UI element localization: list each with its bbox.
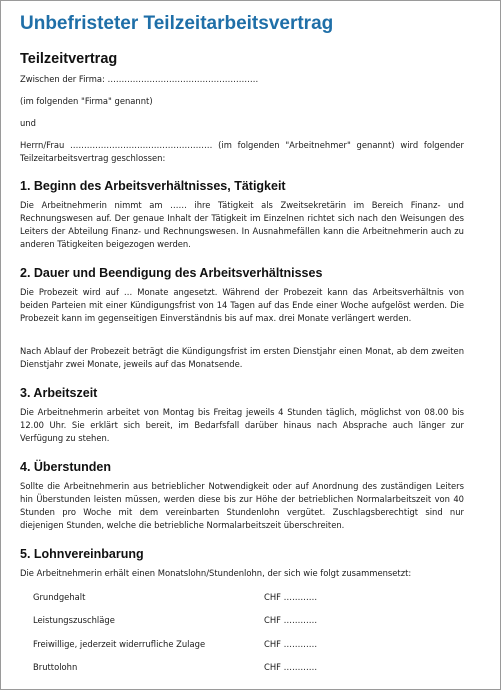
- salary-value: CHF …………: [264, 592, 318, 602]
- salary-label: Grundgehalt: [33, 592, 86, 602]
- salary-label: Bruttolohn: [33, 662, 78, 672]
- section-4-paragraph: Sollte die Arbeitnehmerin aus betrieblicher Notwendigkeit oder auf Anordnung des zuständigen Leiters hin Überstunden leisten müssen, werden diese bis zur Höhe der betrieblichen Normalarbeitszeit von 40 Stunden pro Woche mit dem vereinbarten Stundenlohn vergütet. Zuschlagsberechtigt sind nur diejenigen Stunden, welche die betriebliche Normalarbeitszeit überschreiten.: [20, 481, 464, 530]
- section-5-paragraph: Die Arbeitnehmerin erhält einen Monatslohn/Stundenlohn, der sich wie folgt zusammensetzt:: [20, 568, 412, 578]
- salary-row-leistungszuschlaege: [33, 614, 413, 627]
- section-1-paragraph: Die Arbeitnehmerin nimmt am …… ihre Tätigkeit als Zweitsekretärin im Bereich Finanz- und Rechnungswesen auf. Der genaue Inhalt der Tätigkeit im Einzelnen richtet sich nach den Weisungen des Leiters der Abteilung Finanz- und Rechnungswesen. In Ausnahmefällen kann die Arbeitnehmerin auch zu anderen Tätigkeiten beigezogen werden.: [20, 200, 464, 249]
- salary-label: Leistungszuschläge: [33, 615, 115, 625]
- arbeitnehmer-paragraph: Herrn/Frau …………………………………………… (im folgenden "Arbeitnehmer" genannt) wird folgender Teilzeitarbeitsvertrag geschlossen:: [20, 140, 464, 163]
- firma-line: Zwischen der Firma: ………………………………………………: [20, 74, 259, 84]
- contract-heading: Teilzeitvertrag: [20, 51, 118, 67]
- section-3-heading: 3. Arbeitszeit: [20, 386, 98, 400]
- salary-row-grundgehalt: [33, 591, 413, 604]
- section-2-paragraph-1: Die Probezeit wird auf … Monate angesetzt. Während der Probezeit kann das Arbeitsverhältnis von beiden Parteien mit einer Kündigungsfrist von 14 Tagen auf das Ende einer Woche aufgelöst werden. Die Probezeit kann im gegenseitigen Einverständnis bis auf max. drei Monate verlängert werden.: [20, 287, 464, 323]
- salary-value: CHF …………: [264, 662, 318, 672]
- salary-label: Freiwillige, jederzeit widerrufliche Zulage: [33, 639, 206, 649]
- section-4-heading: 4. Überstunden: [20, 460, 111, 474]
- document-title: Unbefristeter Teilzeitarbeitsvertrag: [20, 13, 334, 34]
- section-2-paragraph-2: Nach Ablauf der Probezeit beträgt die Kündigungsfrist im ersten Dienstjahr einen Monat, ab dem zweiten Dienstjahr zwei Monate, jeweils auf das Monatsende.: [20, 346, 464, 369]
- section-1-heading: 1. Beginn des Arbeitsverhältnisses, Tätigkeit: [20, 179, 286, 193]
- firma-note: (im folgenden "Firma" genannt): [20, 96, 153, 106]
- salary-value: CHF …………: [264, 615, 318, 625]
- salary-row-zulage: [33, 638, 413, 651]
- section-2-heading: 2. Dauer und Beendigung des Arbeitsverhältnisses: [20, 266, 323, 280]
- salary-value: CHF …………: [264, 639, 318, 649]
- section-3-paragraph: Die Arbeitnehmerin arbeitet von Montag bis Freitag jeweils 4 Stunden täglich, möglichst von 08.00 bis 12.00 Uhr. Sie erklärt sich bereit, im Bedarfsfall darüber hinaus nach Absprache auch länger zur Verfügung zu stehen.: [20, 407, 464, 443]
- section-5-heading: 5. Lohnvereinbarung: [20, 547, 144, 561]
- und-text: und: [20, 118, 36, 128]
- salary-row-bruttolohn: [33, 661, 413, 674]
